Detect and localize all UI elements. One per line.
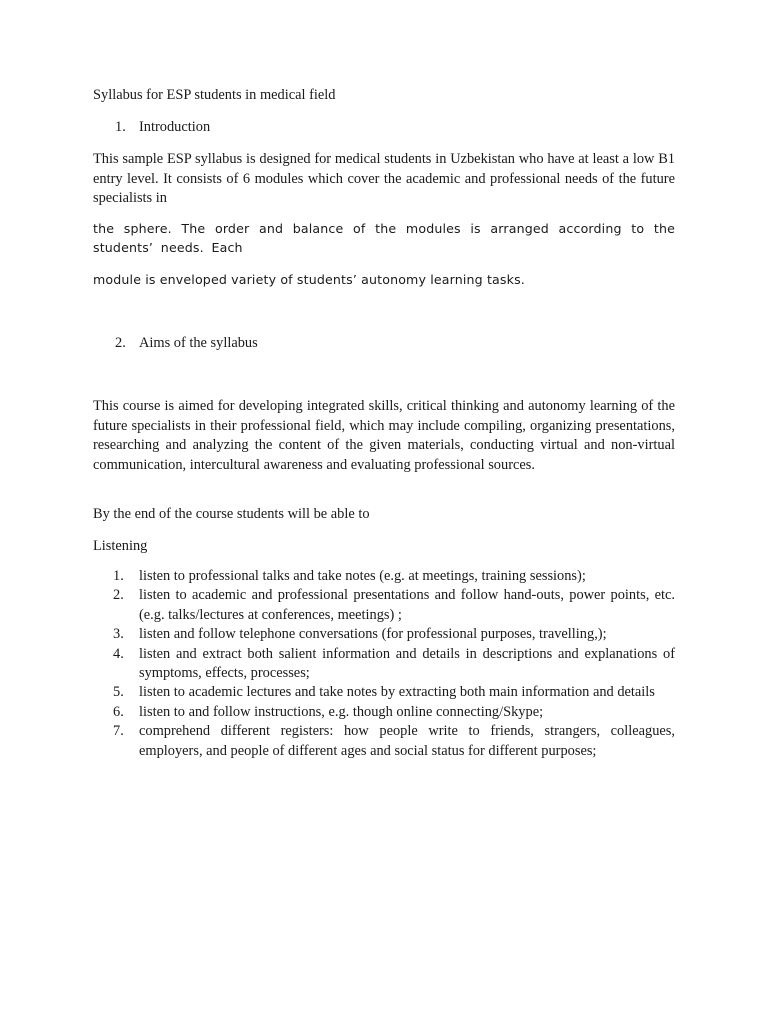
list-item [93,722,675,761]
list-item-text: listen to and follow instructions, e.g. though online connecting/Skype; [139,703,544,720]
list-item-number: 7. [113,723,124,740]
list-item [93,703,675,722]
list-item [93,625,675,644]
list-item-number: 1. [113,568,124,584]
list-item [93,586,675,625]
list-item-text: listen to academic lectures and take notes by extracting both main information and details [139,684,655,701]
section-2-heading: Aims of the syllabus [139,335,258,351]
section-2-number: 2. [115,335,126,351]
section-1-heading: Introduction [139,119,211,135]
list-item-text: listen to professional talks and take notes (e.g. at meetings, training sessions); [139,568,586,584]
list-item [93,567,675,586]
list-item-text: listen to academic and professional presentations and follow hand-outs, power points, etc. (e.g. talks/lectures at conferences, meetings) ; [139,587,675,623]
document-title: Syllabus for ESP students in medical field [93,87,336,103]
outcomes-intro: By the end of the course students will be able to [93,506,370,522]
list-item-number: 5. [113,684,124,701]
intro-paragraph-3: module is enveloped variety of students’ autonomy learning tasks. [93,272,525,287]
list-item-text: listen and extract both salient information and details in descriptions and explanations of symptoms, effects, processes; [139,645,675,682]
list-item-number: 6. [113,703,124,720]
list-item-number: 2. [113,587,124,604]
list-item [93,683,675,702]
listening-heading: Listening [93,538,148,554]
intro-paragraph-2: the sphere. The order and balance of the modules is arranged according to the students’ needs. Each [93,221,675,255]
section-1-number: 1. [115,119,126,135]
intro-paragraph-1: This sample ESP syllabus is designed for medical students in Uzbekistan who have at least a low B1 entry level. It consists of 6 modules which cover the academic and professional needs of the future specialists in [93,151,675,206]
list-item-text: listen and follow telephone conversations (for professional purposes, travelling,); [139,626,607,643]
aims-paragraph: This course is aimed for developing integrated skills, critical thinking and autonomy learning of the future specialists in their professional field, which may include compiling, organizing presentations, researching and analyzing the content of the given materials, conducting virtual and non-virtual communication, intercultural awareness and evaluating professional sources. [93,398,675,473]
list-item [93,645,675,684]
list-item-text: comprehend different registers: how people write to friends, strangers, colleagues, employers, and people of different ages and social status for different purposes; [139,723,675,759]
listening-list [93,567,675,761]
list-item-number: 3. [113,626,124,643]
list-item-number: 4. [113,645,124,662]
